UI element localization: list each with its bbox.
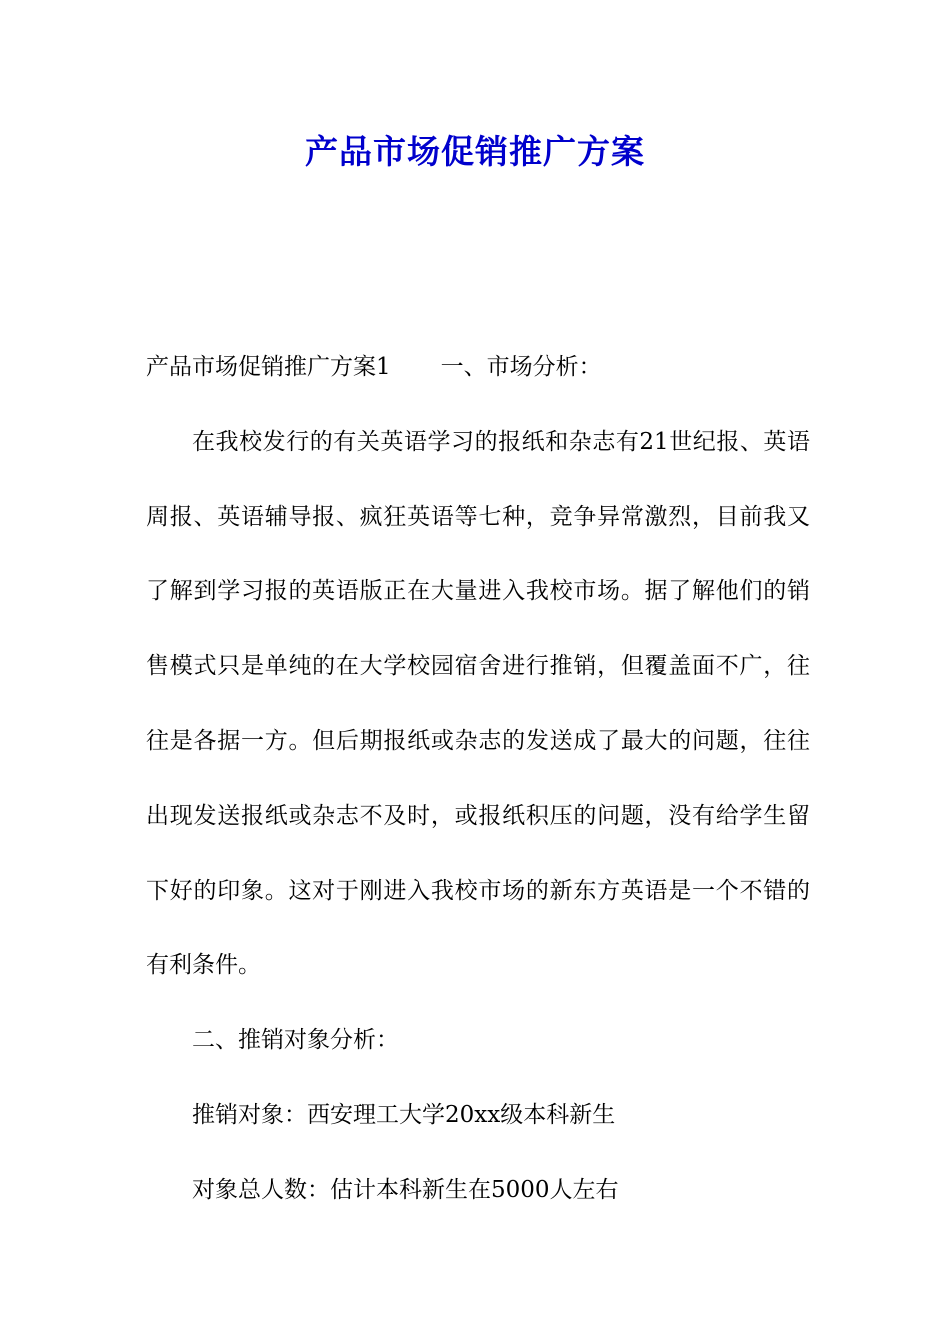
section-heading-market-analysis: 一、市场分析： xyxy=(440,354,602,380)
paragraph-target: 推销对象：西安理工大学20xx级本科新生 xyxy=(192,1101,616,1128)
section-heading-target-analysis: 二、推销对象分析： xyxy=(192,1027,399,1054)
document-body xyxy=(146,330,810,1228)
paragraph-target-count: 对象总人数：估计本科新生在5000人左右 xyxy=(192,1176,619,1203)
first-line xyxy=(146,330,810,405)
paragraph-market-analysis: 在我校发行的有关英语学习的报纸和杂志有21世纪报、英语周报、英语辅导报、疯狂英语等七种，竞争异常激烈，目前我又了解到学习报的英语版正在大量进入我校市场。据了解他们的销售模式只是单纯的在大学校园宿舍进行推销，但覆盖面不广，往往是各据一方。但后期报纸或杂志的发送成了最大的问题，往往出现发送报纸或杂志不及时，或报纸积压的问题，没有给学生留下好的印象。这对于刚进入我校市场的新东方英语是一个不错的有利条件。 xyxy=(146,428,810,979)
plan-heading: 产品市场促销推广方案1 xyxy=(146,354,391,380)
document-title: 产品市场促销推广方案 xyxy=(305,132,645,171)
